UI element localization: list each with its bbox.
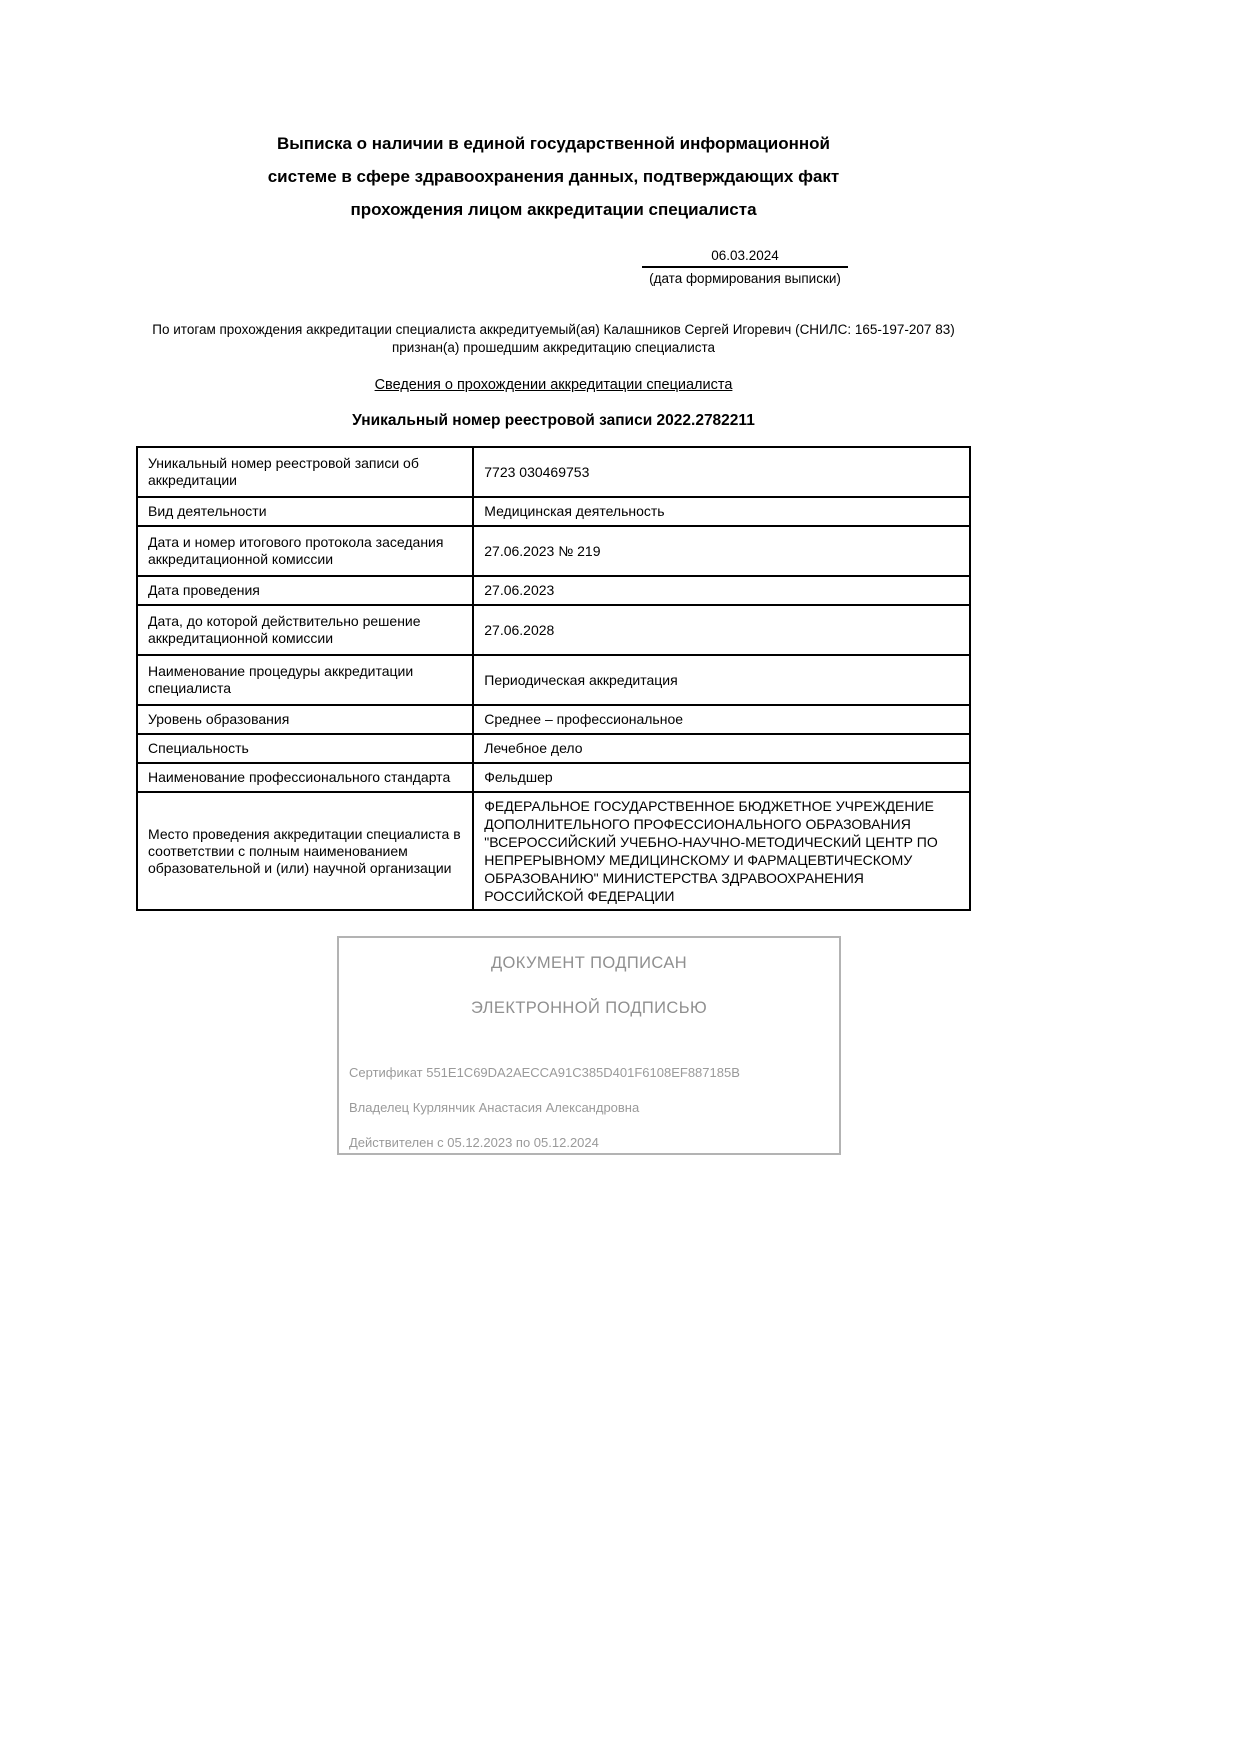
table-row — [137, 526, 970, 576]
row-label: Наименование профессионального стандарта — [137, 763, 473, 792]
row-label: Вид деятельности — [137, 497, 473, 526]
row-label: Дата и номер итогового протокола заседания аккредитационной комиссии — [137, 526, 473, 576]
extract-date: 06.03.2024 — [642, 248, 848, 268]
document-title-line-1: Выписка о наличии в единой государственной информационной — [277, 134, 830, 153]
table-row — [137, 576, 970, 605]
row-label: Дата, до которой действительно решение аккредитационной комиссии — [137, 605, 473, 655]
row-value: 27.06.2023 — [473, 576, 970, 605]
electronic-signature-box — [337, 936, 841, 1155]
row-value: Фельдшер — [473, 763, 970, 792]
table-row — [137, 497, 970, 526]
document-title — [136, 127, 971, 226]
registry-number-heading: Уникальный номер реестровой записи 2022.2782211 — [352, 412, 755, 429]
row-value: ФЕДЕРАЛЬНОЕ ГОСУДАРСТВЕННОЕ БЮДЖЕТНОЕ УЧРЕЖДЕНИЕ ДОПОЛНИТЕЛЬНОГО ПРОФЕССИОНАЛЬНОГО ОБРАЗОВАНИЯ "ВСЕРОССИЙСКИЙ УЧЕБНО-НАУЧНО-МЕТОДИЧЕСКИЙ ЦЕНТР ПО НЕПРЕРЫВНОМУ МЕДИЦИНСКОМУ И ФАРМАЦЕВТИЧЕСКОМУ ОБРАЗОВАНИЮ" МИНИСТЕРСТВА ЗДРАВООХРАНЕНИЯ РОССИЙСКОЙ ФЕДЕРАЦИИ — [473, 792, 970, 910]
table-row — [137, 705, 970, 734]
document-title-line-3: прохождения лицом аккредитации специалиста — [350, 200, 757, 219]
row-value: Среднее – профессиональное — [473, 705, 970, 734]
signature-certificate: Сертификат 551E1C69DA2AECCA91C385D401F6108EF887185B — [349, 1065, 740, 1080]
table-row — [137, 605, 970, 655]
row-label: Уникальный номер реестровой записи об аккредитации — [137, 447, 473, 497]
signature-title-line-1: ДОКУМЕНТ ПОДПИСАН — [490, 954, 688, 972]
extract-date-block — [642, 248, 848, 286]
row-value: 27.06.2028 — [473, 605, 970, 655]
document-content — [136, 0, 971, 1155]
document-title-line-2: системе в сфере здравоохранения данных, подтверждающих факт — [267, 167, 840, 186]
row-value: 7723 030469753 — [473, 447, 970, 497]
table-row — [137, 792, 970, 910]
table-row — [137, 734, 970, 763]
section-heading: Сведения о прохождении аккредитации специалиста — [374, 377, 733, 393]
row-label: Дата проведения — [137, 576, 473, 605]
intro-paragraph: По итогам прохождения аккредитации специалиста аккредитуемый(ая) Калашников Сергей Игоревич (СНИЛС: 165-197-207 83) признан(а) прошедшим аккредитацию специалиста — [152, 322, 955, 355]
signature-owner: Владелец Курлянчик Анастасия Александровна — [349, 1100, 640, 1115]
table-row — [137, 655, 970, 705]
row-value: Медицинская деятельность — [473, 497, 970, 526]
row-label: Место проведения аккредитации специалиста в соответствии с полным наименованием образовательной и (или) научной организации — [137, 792, 473, 910]
signature-title-line-2: ЭЛЕКТРОННОЙ ПОДПИСЬЮ — [470, 999, 708, 1017]
table-row — [137, 447, 970, 497]
row-value: Лечебное дело — [473, 734, 970, 763]
signature-validity: Действителен с 05.12.2023 по 05.12.2024 — [349, 1135, 599, 1150]
row-label: Специальность — [137, 734, 473, 763]
row-label: Уровень образования — [137, 705, 473, 734]
extract-date-caption: (дата формирования выписки) — [649, 271, 841, 286]
row-label: Наименование процедуры аккредитации специалиста — [137, 655, 473, 705]
table-row — [137, 763, 970, 792]
row-value: 27.06.2023 № 219 — [473, 526, 970, 576]
accreditation-table — [136, 446, 971, 911]
row-value: Периодическая аккредитация — [473, 655, 970, 705]
